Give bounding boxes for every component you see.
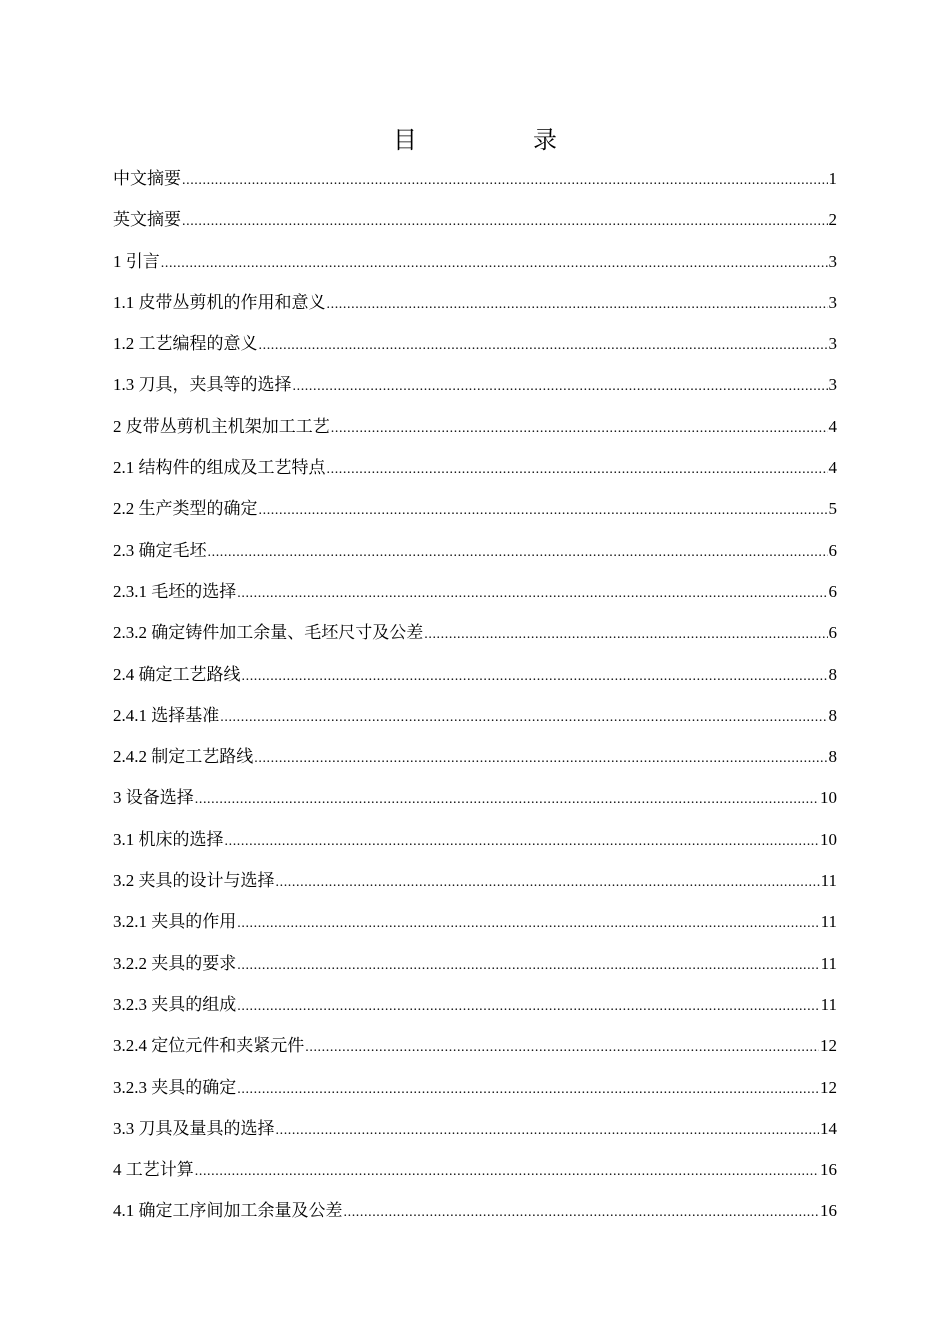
- toc-page-number: 8: [828, 747, 837, 767]
- toc-dot-leader: [305, 1032, 819, 1064]
- toc-page-number: 3: [828, 334, 837, 354]
- toc-entry-label: 2.3 确定毛坯: [113, 540, 207, 560]
- toc-entry-label: 2.3.1 毛坯的选择: [113, 581, 237, 601]
- toc-entry-label: 1 引言: [113, 251, 160, 271]
- toc-dot-leader: [424, 619, 827, 651]
- toc-entry[interactable]: [113, 1030, 837, 1071]
- toc-dot-leader: [259, 330, 828, 362]
- toc-page-number: 11: [820, 912, 837, 932]
- toc-dot-leader: [259, 495, 828, 527]
- toc-entry-label: 3.2.1 夹具的作用: [113, 912, 237, 932]
- toc-dot-leader: [237, 908, 819, 940]
- toc-entry[interactable]: [113, 1113, 837, 1154]
- toc-dot-leader: [276, 867, 820, 899]
- toc-entry[interactable]: [113, 163, 837, 204]
- toc-entry-label: 3.1 机床的选择: [113, 829, 224, 849]
- toc-entry[interactable]: [113, 493, 837, 534]
- toc-page-number: 11: [820, 953, 837, 973]
- toc-dot-leader: [208, 537, 828, 569]
- toc-entry-label: 3.2.3 夹具的确定: [113, 1077, 237, 1097]
- toc-dot-leader: [237, 1074, 819, 1106]
- toc-page-number: 12: [820, 1036, 837, 1056]
- toc-entry-label: 3.2 夹具的设计与选择: [113, 871, 275, 891]
- toc-page-number: 10: [820, 829, 837, 849]
- toc-entry-label: 3.2.3 夹具的组成: [113, 994, 237, 1014]
- toc-entry-label: 3.3 刀具及量具的选择: [113, 1118, 275, 1138]
- toc-page-number: 3: [828, 292, 837, 312]
- toc-entry[interactable]: [113, 617, 837, 658]
- toc-entry[interactable]: [113, 287, 837, 328]
- toc-page-number: 12: [820, 1077, 837, 1097]
- toc-page-number: 16: [820, 1160, 837, 1180]
- toc-dot-leader: [276, 1115, 820, 1147]
- toc-dot-leader: [182, 165, 828, 197]
- toc-page-number: 16: [820, 1201, 837, 1221]
- toc-page-number: 8: [828, 705, 837, 725]
- toc-entry-label: 1.1 皮带丛剪机的作用和意义: [113, 292, 326, 312]
- toc-dot-leader: [344, 1197, 820, 1229]
- toc-entry-label: 2.4.1 选择基准: [113, 705, 220, 725]
- toc-entry[interactable]: [113, 700, 837, 741]
- toc-page-number: 4: [828, 416, 837, 436]
- toc-entry[interactable]: [113, 659, 837, 700]
- toc-dot-leader: [161, 248, 828, 280]
- toc-entry[interactable]: [113, 906, 837, 947]
- toc-dot-leader: [225, 826, 820, 858]
- toc-page-number: 6: [828, 623, 837, 643]
- toc-entry-label: 2.3.2 确定铸件加工余量、毛坯尺寸及公差: [113, 623, 424, 643]
- toc-entry-label: 2 皮带丛剪机主机架加工工艺: [113, 416, 330, 436]
- toc-entry[interactable]: [113, 576, 837, 617]
- toc-entry-label: 2.4 确定工艺路线: [113, 664, 241, 684]
- toc-entry[interactable]: [113, 824, 837, 865]
- toc-page-number: 4: [828, 458, 837, 478]
- toc-dot-leader: [182, 206, 828, 238]
- toc-entry-label: 4 工艺计算: [113, 1160, 194, 1180]
- toc-dot-leader: [293, 371, 828, 403]
- toc-page-number: 3: [828, 375, 837, 395]
- toc-list: [113, 163, 837, 1237]
- toc-entry[interactable]: [113, 948, 837, 989]
- toc-entry[interactable]: [113, 989, 837, 1030]
- toc-entry-label: 3 设备选择: [113, 788, 194, 808]
- toc-dot-leader: [237, 950, 819, 982]
- toc-entry-label: 英文摘要: [113, 210, 181, 230]
- toc-dot-leader: [331, 413, 828, 445]
- toc-page-number: 8: [828, 664, 837, 684]
- toc-entry[interactable]: [113, 865, 837, 906]
- toc-entry[interactable]: [113, 741, 837, 782]
- toc-entry-label: 中文摘要: [113, 169, 181, 188]
- toc-entry[interactable]: [113, 1072, 837, 1113]
- toc-page-number: 11: [820, 871, 837, 891]
- toc-dot-leader: [195, 1156, 819, 1188]
- toc-entry-label: 2.2 生产类型的确定: [113, 499, 258, 519]
- toc-page-number: 10: [820, 788, 837, 808]
- toc-dot-leader: [254, 743, 827, 775]
- toc-dot-leader: [237, 991, 819, 1023]
- toc-entry[interactable]: [113, 782, 837, 823]
- toc-entry-label: 1.3 刀具，夹具等的选择: [113, 375, 292, 395]
- toc-entry[interactable]: [113, 204, 837, 245]
- toc-entry[interactable]: [113, 1154, 837, 1195]
- toc-page-number: 2: [828, 210, 837, 230]
- toc-title: 目 录: [393, 126, 603, 154]
- toc-entry[interactable]: [113, 369, 837, 410]
- toc-entry-label: 1.2 工艺编程的意义: [113, 334, 258, 354]
- toc-page-number: 3: [828, 251, 837, 271]
- toc-dot-leader: [195, 784, 819, 816]
- toc-page-number: 14: [820, 1118, 837, 1138]
- toc-dot-leader: [220, 702, 827, 734]
- toc-entry-label: 2.4.2 制定工艺路线: [113, 747, 254, 767]
- toc-entry-label: 3.2.2 夹具的要求: [113, 953, 237, 973]
- toc-entry-label: 2.1 结构件的组成及工艺特点: [113, 458, 326, 478]
- toc-entry-label: 4.1 确定工序间加工余量及公差: [113, 1201, 343, 1221]
- toc-dot-leader: [242, 661, 828, 693]
- toc-entry[interactable]: [113, 246, 837, 287]
- toc-page-number: 1: [828, 169, 837, 188]
- toc-dot-leader: [327, 454, 828, 486]
- toc-dot-leader: [327, 289, 828, 321]
- toc-page-number: 6: [828, 581, 837, 601]
- toc-entry[interactable]: [113, 328, 837, 369]
- toc-entry-label: 3.2.4 定位元件和夹紧元件: [113, 1036, 305, 1056]
- toc-entry[interactable]: [113, 1195, 837, 1236]
- toc-page-number: 11: [820, 994, 837, 1014]
- toc-entry[interactable]: [113, 535, 837, 576]
- toc-dot-leader: [237, 578, 827, 610]
- toc-page-number: 5: [828, 499, 837, 519]
- toc-entry[interactable]: [113, 452, 837, 493]
- toc-entry[interactable]: [113, 411, 837, 452]
- toc-page-number: 6: [828, 540, 837, 560]
